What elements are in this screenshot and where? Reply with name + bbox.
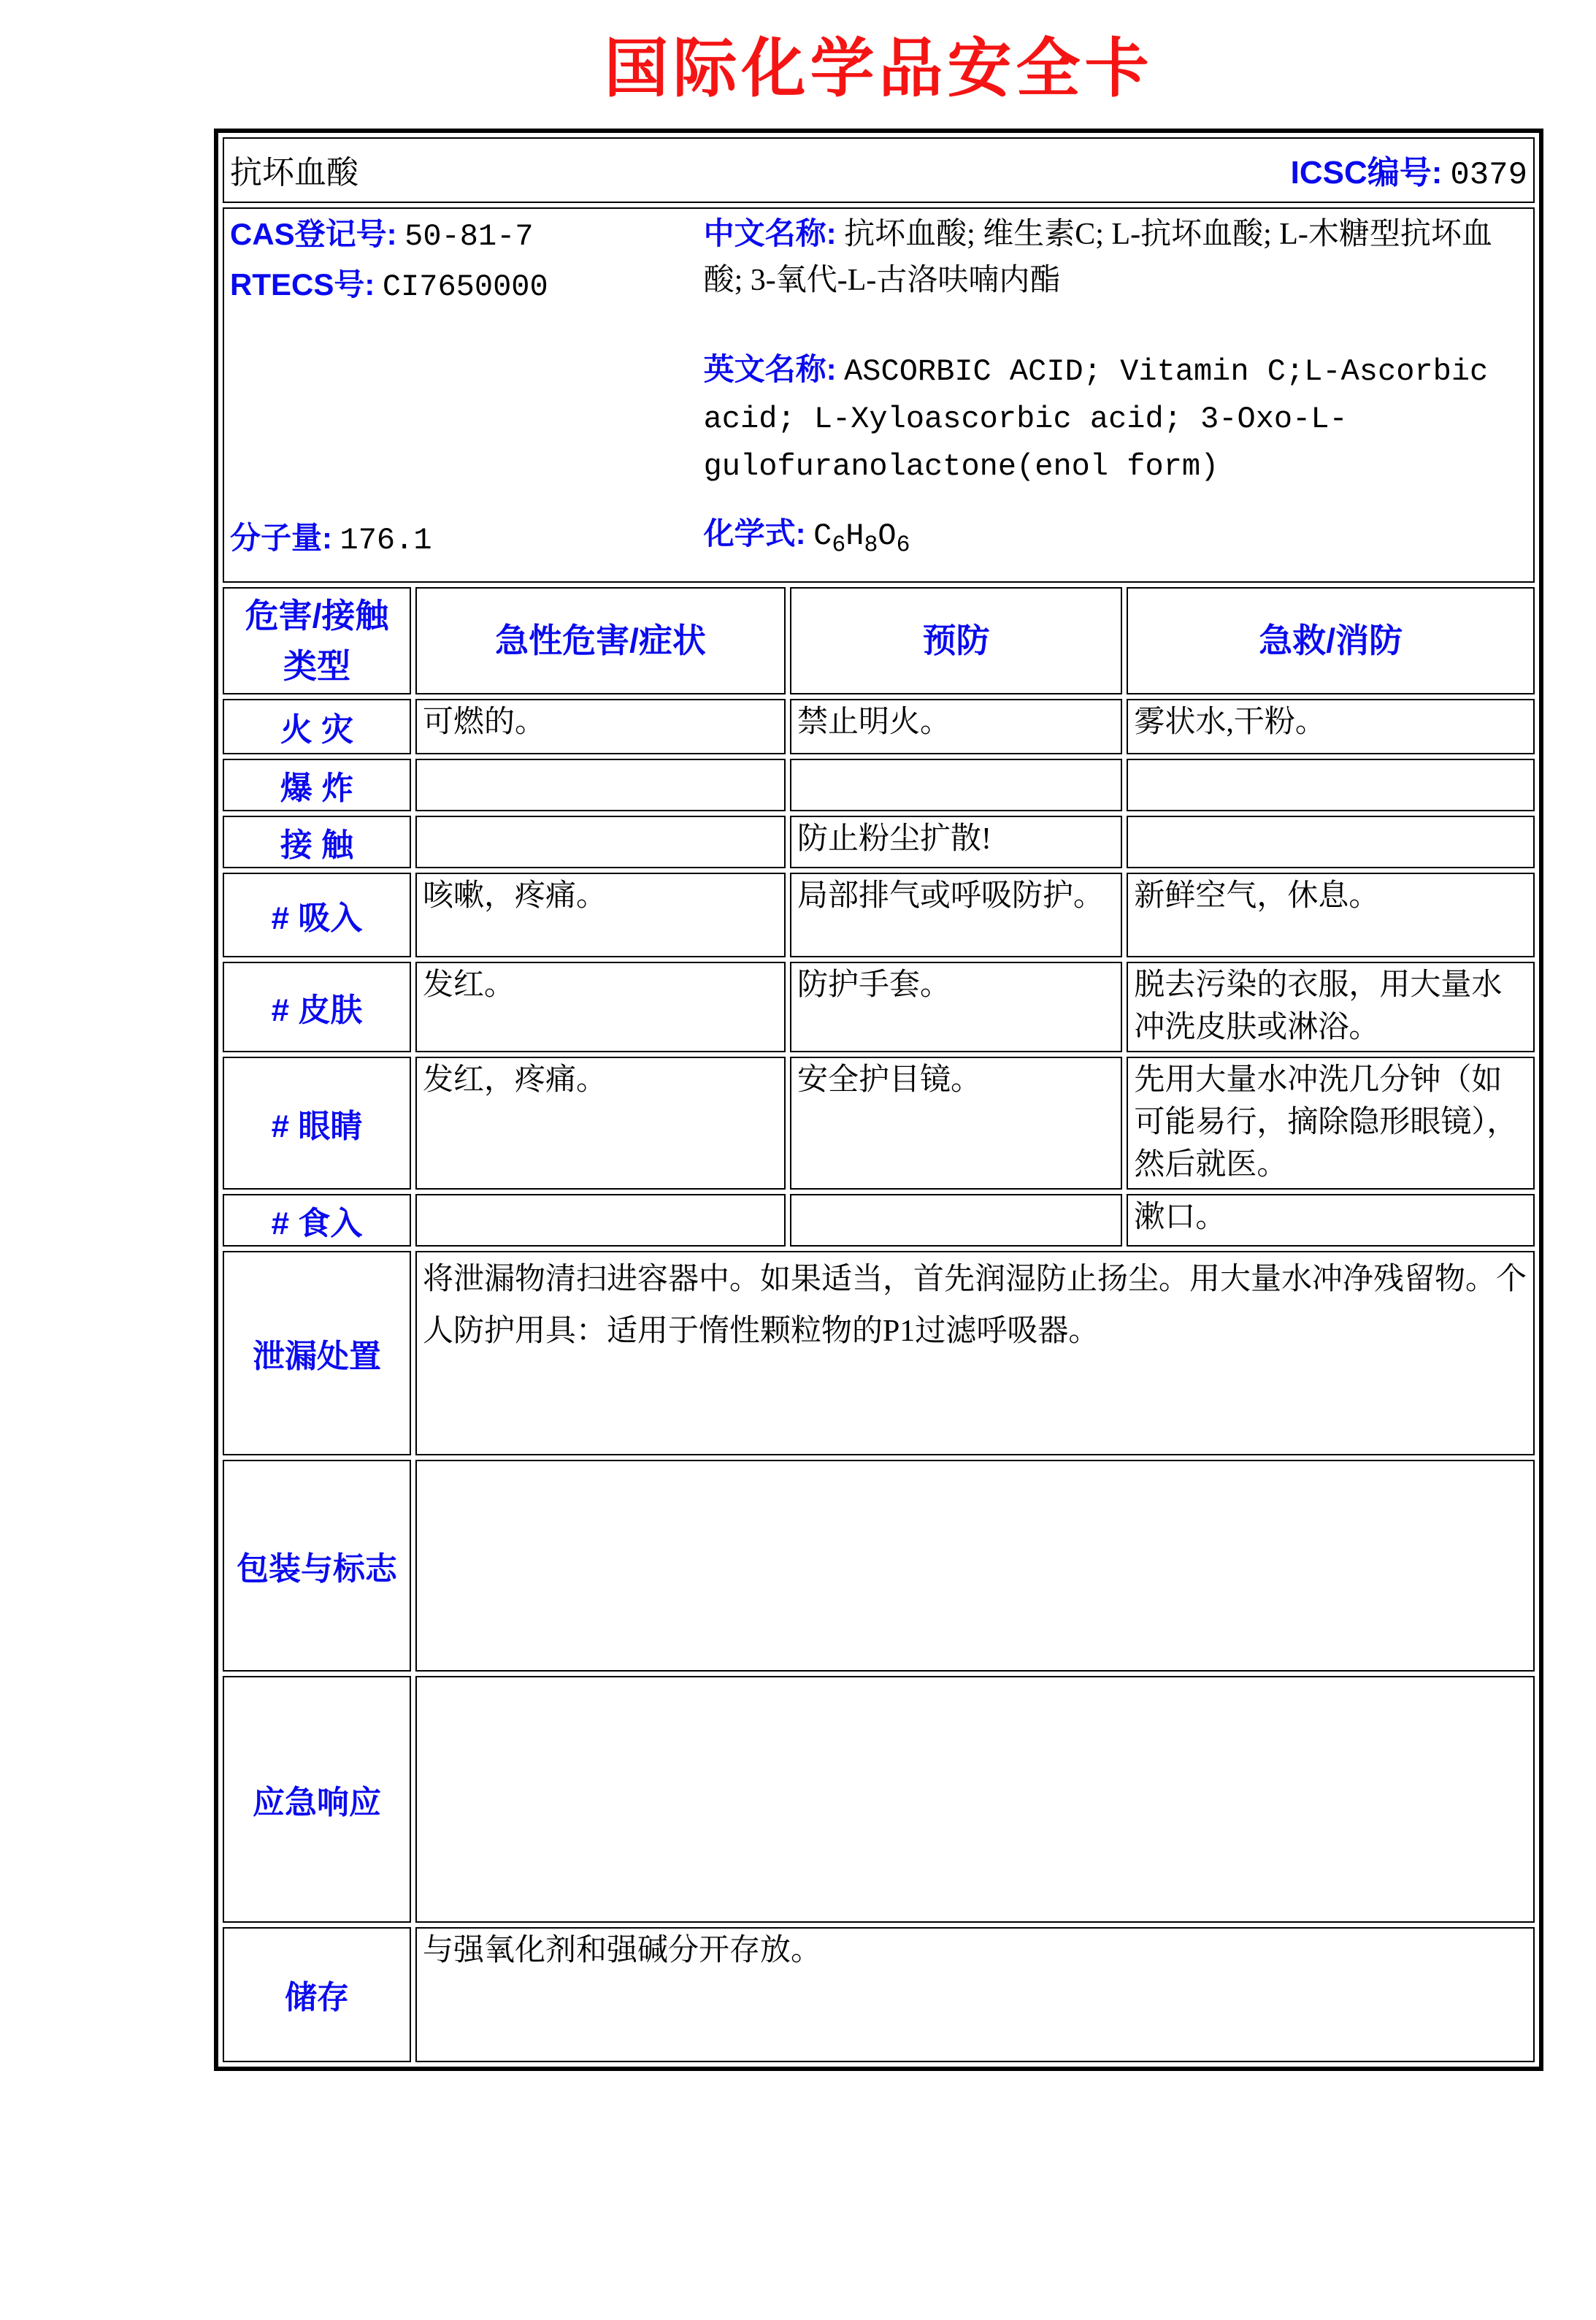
english-name — [704, 346, 1527, 490]
row-label-fire: 火 灾 — [223, 699, 411, 754]
formula-element-2: H — [845, 518, 864, 554]
formula-subscript-1: 6 — [832, 532, 846, 558]
inhalation-prevention: 局部排气或呼吸防护。 — [790, 873, 1122, 957]
table-row-emergency — [223, 1676, 1535, 1923]
header-hazard-type — [223, 587, 411, 694]
explosion-prevention — [790, 759, 1122, 811]
substance-cell — [223, 137, 1535, 203]
table-row-skin — [223, 962, 1535, 1052]
molecular-weight-value: 176.1 — [339, 523, 432, 558]
fire-prevention: 禁止明火。 — [790, 699, 1122, 754]
row-label-emergency: 应急响应 — [223, 1676, 411, 1923]
ingestion-response: 漱口。 — [1127, 1194, 1535, 1247]
eyes-response: 先用大量水冲洗几分钟（如可能易行，摘除隐形眼镜），然后就医。 — [1127, 1057, 1535, 1190]
chinese-name — [704, 210, 1527, 304]
icsc-card-table — [214, 129, 1543, 2071]
formula-element-1: C — [813, 518, 832, 554]
icsc-number-value: 0379 — [1450, 156, 1527, 194]
ingestion-symptoms — [415, 1194, 786, 1247]
spill-content: 将泄漏物清扫进容器中。如果适当，首先润湿防止扬尘。用大量水冲净残留物。个人防护用具：适用于惰性颗粒物的P1过滤呼吸器。 — [415, 1251, 1535, 1455]
chemical-formula-block — [704, 510, 1527, 574]
skin-symptoms: 发红。 — [415, 962, 786, 1052]
english-name-label: 英文名称: — [703, 352, 837, 386]
table-row-packaging — [223, 1460, 1535, 1672]
row-label-inhalation: # 吸入 — [223, 873, 411, 957]
substance-name-row — [230, 140, 1527, 199]
storage-content: 与强氧化剂和强碱分开存放。 — [415, 1927, 1535, 2062]
inhalation-symptoms: 咳嗽，疼痛。 — [415, 873, 786, 957]
substance-names — [704, 210, 1527, 510]
header-hazard-type-line1: 危害/接触 — [245, 596, 389, 635]
fire-response: 雾状水,干粉。 — [1127, 699, 1535, 754]
rtecs-number — [230, 261, 704, 311]
rtecs-value: CI7650000 — [382, 269, 548, 305]
chinese-name-label: 中文名称: — [703, 216, 837, 250]
contact-prevention: 防止粉尘扩散! — [790, 816, 1122, 868]
emergency-content — [415, 1676, 1535, 1923]
table-row-fire — [223, 699, 1535, 754]
rtecs-label: RTECS号: — [230, 267, 375, 302]
header-prevention: 预防 — [790, 587, 1122, 694]
header-row — [223, 587, 1535, 694]
table-row-explosion — [223, 759, 1535, 811]
molecular-weight — [230, 514, 704, 574]
table-row-eyes — [223, 1057, 1535, 1190]
contact-symptoms — [415, 816, 786, 868]
cas-label: CAS登记号: — [230, 217, 397, 251]
eyes-prevention: 安全护目镜。 — [790, 1057, 1122, 1190]
explosion-response — [1127, 759, 1535, 811]
substance-name: 抗坏血酸 — [230, 155, 358, 191]
row-label-eyes: # 眼睛 — [223, 1057, 411, 1190]
eyes-symptoms: 发红，疼痛。 — [415, 1057, 786, 1190]
table-row-contact — [223, 816, 1535, 868]
substance-row — [223, 137, 1535, 203]
formula-subscript-3: 6 — [896, 532, 910, 558]
registry-numbers — [230, 210, 704, 510]
identity-row — [223, 207, 1535, 583]
chemical-formula-label: 化学式: — [703, 516, 806, 551]
header-symptoms: 急性危害/症状 — [415, 587, 786, 694]
packaging-content — [415, 1460, 1535, 1672]
header-fire-aid: 急救/消防 — [1127, 587, 1535, 694]
formula-element-3: O — [878, 518, 897, 554]
row-label-explosion: 爆 炸 — [223, 759, 411, 811]
row-label-spill: 泄漏处置 — [223, 1251, 411, 1455]
table-row-inhalation — [223, 873, 1535, 957]
cas-number — [230, 210, 704, 261]
english-name-value: ASCORBIC ACID; Vitamin C;L-Ascorbic acid; L-Xyloascorbic acid; 3-Oxo-L-gulofuranolactone(enol form) — [703, 354, 1489, 484]
chinese-name-value: 抗坏血酸; 维生素C; L-抗坏血酸; L-木糖型抗坏血酸; 3-氧代-L-古洛呋喃内酯 — [703, 218, 1492, 297]
icsc-number — [1291, 146, 1527, 194]
skin-response: 脱去污染的衣服，用大量水冲洗皮肤或淋浴。 — [1127, 962, 1535, 1052]
explosion-symptoms — [415, 759, 786, 811]
molecular-weight-label: 分子量: — [230, 521, 332, 555]
card-content — [214, 18, 1543, 2071]
row-label-packaging: 包装与标志 — [223, 1460, 411, 1672]
cas-value: 50-81-7 — [404, 219, 534, 254]
icsc-number-label: ICSC编号: — [1290, 154, 1443, 191]
row-label-storage: 储存 — [223, 1927, 411, 2062]
row-label-skin: # 皮肤 — [223, 962, 411, 1052]
chemical-formula — [813, 518, 910, 558]
row-label-contact: 接 触 — [223, 816, 411, 868]
inhalation-response: 新鲜空气，休息。 — [1127, 873, 1535, 957]
table-row-ingestion — [223, 1194, 1535, 1247]
identity-cell — [223, 207, 1535, 583]
table-row-storage — [223, 1927, 1535, 2062]
table-row-spill — [223, 1251, 1535, 1455]
formula-subscript-2: 8 — [864, 532, 878, 558]
identity-grid — [230, 210, 1527, 574]
page-title: 国际化学品安全卡 — [604, 30, 1154, 106]
fire-symptoms: 可燃的。 — [415, 699, 786, 754]
ingestion-prevention — [790, 1194, 1122, 1247]
skin-prevention: 防护手套。 — [790, 962, 1122, 1052]
row-label-ingestion: # 食入 — [223, 1194, 411, 1247]
contact-response — [1127, 816, 1535, 868]
header-hazard-type-line2: 类型 — [283, 646, 350, 685]
